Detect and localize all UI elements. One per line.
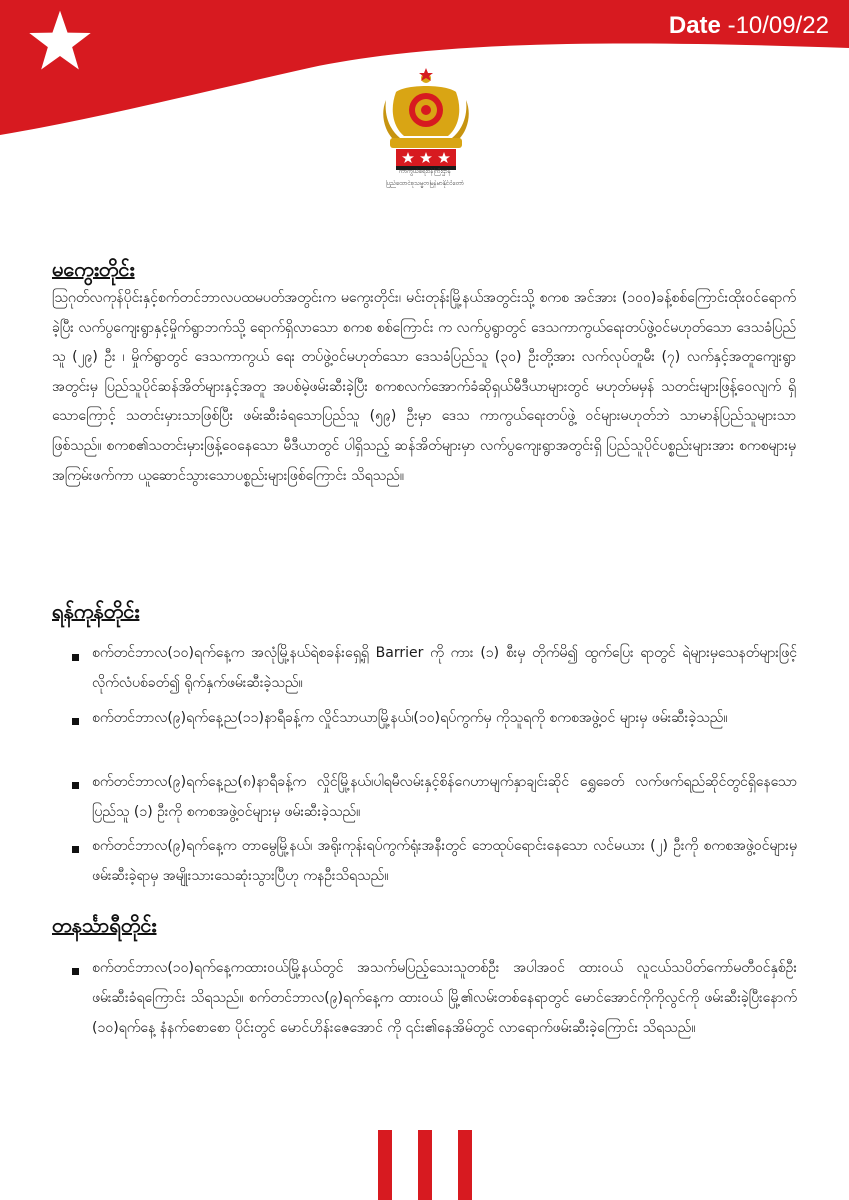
bullet-mark — [72, 846, 79, 853]
date-value: -10/09/22 — [720, 12, 829, 39]
bullet-text: စက်တင်ဘာလ(၉)ရက်နေ့ည(၁၁)နာရီခန့်က လှိုင်သာယာမြို့နယ်၊(၁၀)ရပ်ကွက်မှ ကိုသူရကို စကစအဖွဲ့ဝင် များမှ ဖမ်းဆီးခဲ့သည်။ — [92, 710, 728, 726]
section-heading-yangon: ရန်ကုန်တိုင်း — [52, 599, 140, 623]
national-unity-emblem-icon — [382, 60, 470, 185]
emblem-caption-line1: ကာကွယ်ရေးဝန်ကြီးဌာန — [398, 168, 452, 175]
stripe — [418, 1130, 432, 1200]
bullet-mark — [72, 782, 79, 789]
bullet-text: စက်တင်ဘာလ(၉)ရက်နေ့က တာမွေမြို့နယ်၊ အရိုးကုန်းရပ်ကွက်ရုံးအနီးတွင် ဘေထုပ်ရောင်းနေသော လင်မယား (၂) ဦးကို စကစအဖွဲ့ဝင်များမှ ဖမ်းဆီးခဲ့ရာမှ အမျိုးသားသေဆုံးသွားပြီဟု ကနဦးသိရသည်။ — [92, 838, 797, 884]
bullet-mark — [72, 654, 79, 661]
bullet-text: စက်တင်ဘာလ(၁၀)ရက်နေ့က အလုံမြို့နယ်ရဲစခန်းရှေ့ရှိ Barrier ကို ကား (၁) စီးမှ တိုက်မိ၍ ထွက်ပြေး ရာတွင် ရဲများမှသေနတ်များဖြင့်လိုက်လံပစ်ခတ်၍ ရိုက်နှက်ဖမ်းဆီးခဲ့သည်။ — [92, 645, 797, 691]
bullet-text: စက်တင်ဘာလ(၉)ရက်နေ့ည(၈)နာရီခန့်က လှိုင်မြို့နယ်၊ပါရမီလမ်းနှင့်စိန်ဂေဟာမျက်နှာချင်းဆိုင် ရွှေခေတ် လက်ဖက်ရည်ဆိုင်တွင်ရှိနေသော ပြည်သူ (၁) ဦးကို စကစအဖွဲ့ဝင်များမှ ဖမ်းဆီးခဲ့သည်။ — [92, 774, 797, 820]
section-heading-magway: မကွေးတိုင်း — [52, 257, 135, 281]
stripe — [378, 1130, 392, 1200]
bullet-mark — [72, 718, 79, 725]
bullet-text: စက်တင်ဘာလ(၁၀)ရက်နေ့ကထားဝယ်မြို့နယ်တွင် အသက်မပြည့်သေးသူတစ်ဦး အပါအဝင် ထားဝယ် လူငယ်သပိတ်ကော်မတီဝင်နှစ်ဦး ဖမ်းဆီးခံရကြောင်း သိရသည်။ စက်တင်ဘာလ(၉)ရက်နေ့က ထားဝယ် မြို့၏လမ်းတစ်နေရာတွင် မောင်အောင်ကိုကိုလွင်ကို ဖမ်းဆီးခဲ့ပြီးနောက် (၁၀)ရက်နေ့ နံနက်စောစော ပိုင်းတွင် မောင်ဟိန်းဇေအောင် ကို ၎င်း၏နေအိမ်တွင် လာရောက်ဖမ်းဆီးခဲ့ကြောင်း သိရသည်။ — [92, 960, 797, 1036]
section-heading-tanintharyi: တနင်္သာရီတိုင်း — [52, 913, 157, 937]
stripe — [458, 1130, 472, 1200]
date-label — [669, 12, 829, 40]
date-word: Date — [668, 12, 721, 39]
star-icon — [28, 10, 92, 72]
magway-paragraph: ဩဂုတ်လကုန်ပိုင်းနှင့်စက်တင်ဘာလပထမပတ်အတွင်းက မကွေးတိုင်း၊ မင်းတုန်းမြို့နယ်အတွင်းသို့ စကစ အင်အား (၁၀၀)ခန့်စစ်ကြောင်းထိုးဝင်ရောက်ခဲ့ပြီး လက်ပွကျေးရွာနှင့်မှိုက်ရွာဘက်သို့ ရောက်ရှိလာသော စကစ စစ်ကြောင်း က လက်ပွရွာတွင် ဒေသကာကွယ်ရေးတပ်ဖွဲ့ဝင်မဟုတ်သော ဒေသခံပြည်သူ (၂၉) ဦး ၊ မှိုက်ရွာတွင် ဒေသကာကွယ် ရေး တပ်ဖွဲ့ဝင်မဟုတ်သော ဒေသခံပြည်သူ (၃၀) ဦးတို့အား လက်လုပ်တူမီး (၇) လက်နှင့်အတူကျေးရွာအတွင်းမှ ပြည်သူပိုင်ဆန်အိတ်များနှင့်အတူ အပစ်မဲ့ဖမ်းဆီးခဲ့ပြီး စကစလက်အောက်ခံဆိုရှယ်မီဒီယာများတွင် မဟုတ်မမှန် သတင်းများဖြန့်ဝေလျက် ရှိသောကြောင့် သတင်းမှားသာဖြစ်ပြီး ဖမ်းဆီးခံရသောပြည်သူ (၅၉) ဦးမှာ ဒေသ ကာကွယ်ရေးတပ်ဖွဲ့ ဝင်များမဟုတ်ဘဲ သာမာန်ပြည်သူများသာဖြစ်သည်။ စကစ၏သတင်းမှားဖြန့်ဝေနေသော မီဒီယာတွင် ပါရှိသည့် ဆန်အိတ်များမှာ လက်ပွကျေးရွာအတွင်းရှိ ပြည်သူပိုင်ပစ္စည်းများအား စကစများမှ အကြမ်းဖက်ကာ ယူဆောင်သွားသောပစ္စည်းများဖြစ်ကြောင်း သိရသည်။ — [52, 290, 796, 484]
emblem-caption-line2: ပြည်ထောင်စုသမ္မတမြန်မာနိုင်ငံတော် — [385, 180, 465, 187]
bullet-mark — [72, 968, 79, 975]
red-stripes-mark-icon — [378, 1130, 472, 1200]
